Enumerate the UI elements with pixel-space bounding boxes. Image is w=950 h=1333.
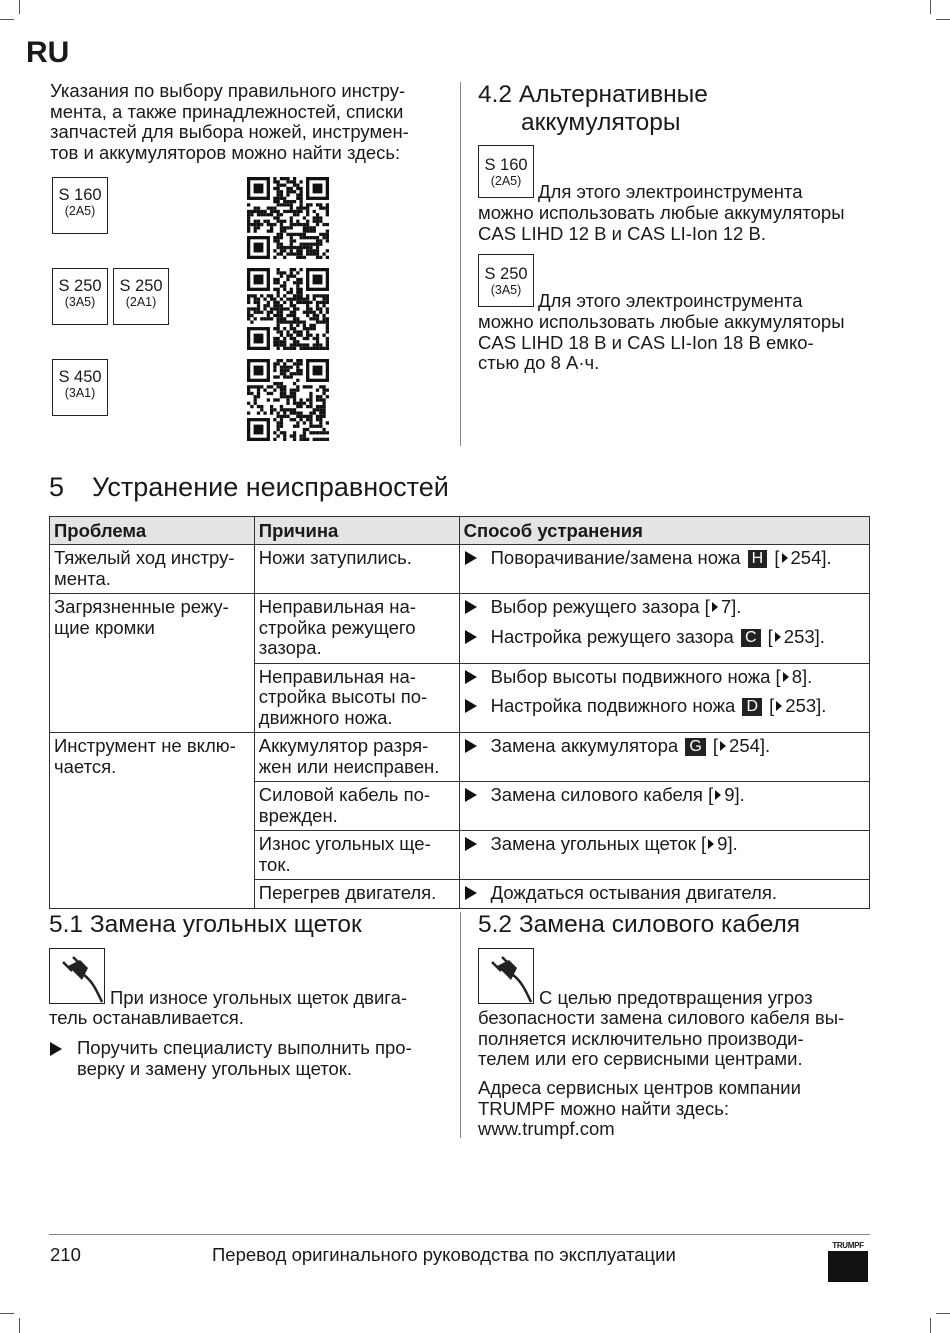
model-code: (2A5): [64, 204, 96, 218]
action-line: Поручить специалисту выполнить про-: [77, 1037, 412, 1058]
remedy-cell: [459, 663, 869, 733]
page-reference-link[interactable]: 253].: [785, 695, 827, 716]
plug-icon: [49, 948, 105, 1004]
action-item: Настройка подвижного ножа D [ 253].: [464, 696, 865, 717]
action-text: Замена аккумулятора: [490, 735, 679, 756]
problem-cell: [50, 831, 255, 880]
action-text: Замена силового кабеля [: [490, 784, 714, 805]
trumpf-logo: [828, 1241, 868, 1282]
action-triangle-icon: [465, 600, 477, 614]
action-triangle-icon: [465, 886, 477, 900]
crop-mark: [0, 1313, 14, 1314]
cause-cell: [254, 831, 459, 880]
column-divider: [460, 912, 461, 1138]
action-triangle-icon: [465, 670, 477, 684]
address-line: TRUMPF можно найти здесь:: [478, 1097, 730, 1119]
section-4-2-heading: [478, 81, 878, 137]
reference-arrow-icon: [715, 790, 721, 800]
logo-text: TRUMPF: [832, 1241, 864, 1250]
cause-cell: [254, 594, 459, 664]
remedy-cell: [459, 545, 869, 594]
service-address: [478, 1078, 878, 1140]
page-reference-link[interactable]: 9].: [717, 833, 738, 854]
reference-arrow-icon: [776, 701, 782, 711]
cause-cell: [254, 880, 459, 909]
cell-line: Инструмент не вклю-: [54, 735, 236, 756]
cable-line: полняется исключительно производи-: [478, 1027, 804, 1049]
section-5-heading: [49, 472, 449, 502]
action-text: Замена угольных щеток [: [490, 833, 707, 854]
key-label-c: C: [741, 629, 761, 647]
qr-code-icon[interactable]: [247, 177, 329, 259]
cable-text-first: С целью предотвращения угроз: [539, 987, 813, 1008]
reference-arrow-icon: [720, 741, 726, 751]
intro-line: Указания по выбору правильного инстру-: [50, 80, 406, 101]
table-row: [50, 880, 870, 909]
section-number: 4.2: [478, 81, 513, 108]
model-badge-s450: [52, 359, 108, 416]
brush-action: [49, 1038, 449, 1079]
address-line: Адреса сервисных центров компании: [478, 1077, 801, 1098]
action-item: [464, 785, 865, 806]
cell-line: движного ножа.: [258, 706, 393, 728]
table-row: [50, 594, 870, 664]
intro-paragraph: [50, 81, 450, 163]
section-title: Альтернативные: [518, 81, 708, 108]
reference-arrow-icon: [775, 632, 781, 642]
action-text: Дождаться остывания двигателя.: [490, 882, 777, 903]
table-row: [50, 733, 870, 782]
model-name: S 160: [58, 186, 102, 204]
cell-line: зазора.: [258, 637, 322, 658]
brush-text-second: тель останавливается.: [49, 1007, 244, 1028]
section-5-2-heading: [478, 911, 800, 939]
crop-mark: [936, 1313, 950, 1314]
action-triangle-icon: [465, 788, 477, 802]
action-item: [464, 883, 865, 904]
model-name: S 250: [119, 277, 163, 295]
cell-line: Неправильная на-: [258, 665, 416, 687]
reference-arrow-icon: [783, 672, 789, 682]
page-reference-link[interactable]: 7].: [720, 596, 742, 617]
cell-line: Износ угольных ще-: [258, 833, 431, 854]
action-text: Выбор высоты подвижного ножа [: [490, 665, 781, 687]
crop-mark: [19, 0, 20, 14]
action-item: [49, 1038, 449, 1079]
action-triangle-icon: [465, 837, 477, 851]
model-code: (3A5): [64, 295, 96, 309]
model-code: (3A5): [490, 283, 522, 297]
battery-line: можно использовать любые аккумуляторы: [478, 202, 845, 223]
action-item: Настройка режущего зазора C [ 253].: [464, 627, 865, 648]
action-triangle-icon: [465, 630, 477, 644]
cell-line: щие кромки: [54, 616, 155, 638]
language-code: RU: [26, 36, 70, 69]
section-number: 5: [49, 472, 65, 502]
reference-arrow-icon: [708, 839, 714, 849]
action-item: [464, 667, 865, 688]
cause-cell: [254, 663, 459, 733]
model-name: S 250: [484, 265, 528, 283]
model-code: (2A5): [490, 174, 522, 188]
intro-line: мента, а также принадлежностей, списки: [50, 100, 404, 122]
problem-cell: [50, 733, 255, 782]
table-header: Причина: [254, 517, 459, 545]
page-reference-link[interactable]: 254].: [790, 547, 832, 568]
action-text: Настройка подвижного ножа: [490, 695, 736, 716]
action-item: Замена аккумулятора G [ 254].: [464, 736, 865, 757]
website-link[interactable]: www.trumpf.com: [478, 1118, 615, 1139]
table-header-row: [50, 517, 870, 545]
action-item: Поворачивание/замена ножа H [ 254].: [464, 548, 865, 569]
section-number: 5.2: [478, 911, 513, 938]
cell-line: чается.: [54, 755, 117, 777]
footer-title: Перевод оригинального руководства по эксплуатации: [212, 1244, 676, 1265]
page-reference-link[interactable]: 8].: [791, 665, 813, 687]
intro-line: тов и аккумуляторов можно найти здесь:: [50, 141, 401, 163]
battery-line: CAS LIHD 18 В и CAS LI-Ion 18 В емко-: [478, 331, 814, 353]
brush-text-first: При износе угольных щеток двига-: [110, 987, 408, 1008]
action-item: [464, 597, 865, 618]
model-name: S 450: [58, 368, 102, 386]
cell-line: Загрязненные режу-: [54, 596, 229, 617]
key-label-d: D: [742, 698, 762, 716]
battery-text-first: Для этого электроинструмента: [538, 181, 803, 202]
cable-line: безопасности замена силового кабеля вы-: [478, 1007, 845, 1028]
footer-divider: [49, 1234, 870, 1235]
action-line: верку и замену угольных щеток.: [77, 1057, 353, 1079]
cell-line: ток.: [258, 853, 291, 875]
model-name: S 160: [484, 156, 528, 174]
page-reference-link[interactable]: 254].: [729, 735, 771, 756]
action-text: Поворачивание/замена ножа: [490, 547, 741, 568]
cell-line: стройка высоты по-: [258, 686, 428, 707]
page-reference-link[interactable]: 253].: [783, 625, 825, 647]
remedy-cell: [459, 782, 869, 831]
action-triangle-icon: [465, 739, 477, 753]
problem-cell: [50, 545, 255, 594]
action-text: Настройка режущего зазора: [490, 625, 734, 647]
table-header: Проблема: [50, 517, 255, 545]
crop-mark: [0, 19, 14, 20]
cell-line: Перегрев двигателя.: [258, 882, 437, 903]
action-item: [464, 834, 865, 855]
section-title: Замена силового кабеля: [518, 911, 801, 938]
section-title-cont: аккумуляторы: [521, 109, 681, 136]
problem-cell: [50, 663, 255, 733]
cause-cell: [254, 733, 459, 782]
model-badge-s250-2a1: [113, 268, 169, 325]
model-name: S 250: [58, 277, 102, 295]
table-row: [50, 545, 870, 594]
cell-line: мента.: [54, 567, 111, 589]
model-badge-s160: [52, 177, 108, 234]
logo-block: [828, 1251, 868, 1282]
crop-mark: [930, 1318, 931, 1333]
reference-arrow-icon: [712, 602, 718, 612]
cell-line: Тяжелый ход инстру-: [54, 547, 235, 568]
remedy-cell: [459, 733, 869, 782]
action-triangle-icon: [465, 551, 477, 565]
crop-mark: [930, 0, 931, 14]
battery-text-first: Для этого электроинструмента: [538, 290, 803, 311]
reference-arrow-icon: [782, 553, 788, 563]
key-label-h: H: [748, 550, 768, 568]
section-title: Устранение неисправностей: [92, 472, 449, 502]
battery-line: стью до 8 А·ч.: [478, 352, 600, 373]
section-number: 5.1: [49, 911, 84, 938]
troubleshooting-table: [49, 516, 870, 909]
battery-line: можно использовать любые аккумуляторы: [478, 311, 845, 332]
crop-mark: [19, 1318, 20, 1333]
problem-cell: [50, 880, 255, 909]
qr-code-icon[interactable]: [247, 359, 329, 441]
cell-line: Аккумулятор разря-: [258, 735, 429, 756]
battery-paragraph: [478, 203, 878, 244]
page-reference-link[interactable]: 9].: [724, 784, 745, 805]
key-label-g: G: [685, 738, 705, 756]
cause-cell: [254, 782, 459, 831]
plug-icon: [478, 948, 534, 1004]
qr-code-icon[interactable]: [247, 268, 329, 350]
intro-line: запчастей для выбора ножей, инструмен-: [50, 121, 409, 142]
table-row: [50, 782, 870, 831]
column-divider: [460, 82, 461, 446]
model-code: (2A1): [125, 295, 157, 309]
battery-paragraph: [478, 312, 878, 374]
table-header: Способ устранения: [459, 517, 869, 545]
cell-line: врежден.: [258, 804, 338, 826]
table-row: [50, 831, 870, 880]
problem-cell: [50, 594, 255, 664]
cable-paragraph: [478, 1008, 878, 1070]
battery-line: CAS LIHD 12 В и CAS LI-Ion 12 В.: [478, 222, 766, 244]
action-triangle-icon: [50, 1042, 62, 1056]
battery-badge-s160: [478, 145, 534, 198]
remedy-cell: [459, 594, 869, 664]
table-row: [50, 663, 870, 733]
cell-line: Ножи затупились.: [258, 547, 412, 568]
model-badge-s250-3a5: [52, 268, 108, 325]
action-text: Выбор режущего зазора [: [490, 596, 710, 617]
cell-line: стройка режущего: [258, 616, 416, 638]
remedy-cell: [459, 831, 869, 880]
cable-line: телем или его сервисными центрами.: [478, 1048, 803, 1069]
section-title: Замена угольных щеток: [89, 911, 362, 938]
battery-badge-s250: [478, 254, 534, 307]
action-triangle-icon: [465, 699, 477, 713]
section-5-1-heading: [49, 911, 362, 939]
cell-line: жен или неисправен.: [258, 755, 440, 777]
remedy-cell: [459, 880, 869, 909]
cause-cell: [254, 545, 459, 594]
page-number: 210: [50, 1244, 81, 1265]
cell-line: Силовой кабель по-: [258, 784, 431, 805]
model-code: (3A1): [64, 386, 96, 400]
problem-cell: [50, 782, 255, 831]
cell-line: Неправильная на-: [258, 596, 416, 617]
crop-mark: [936, 19, 950, 20]
